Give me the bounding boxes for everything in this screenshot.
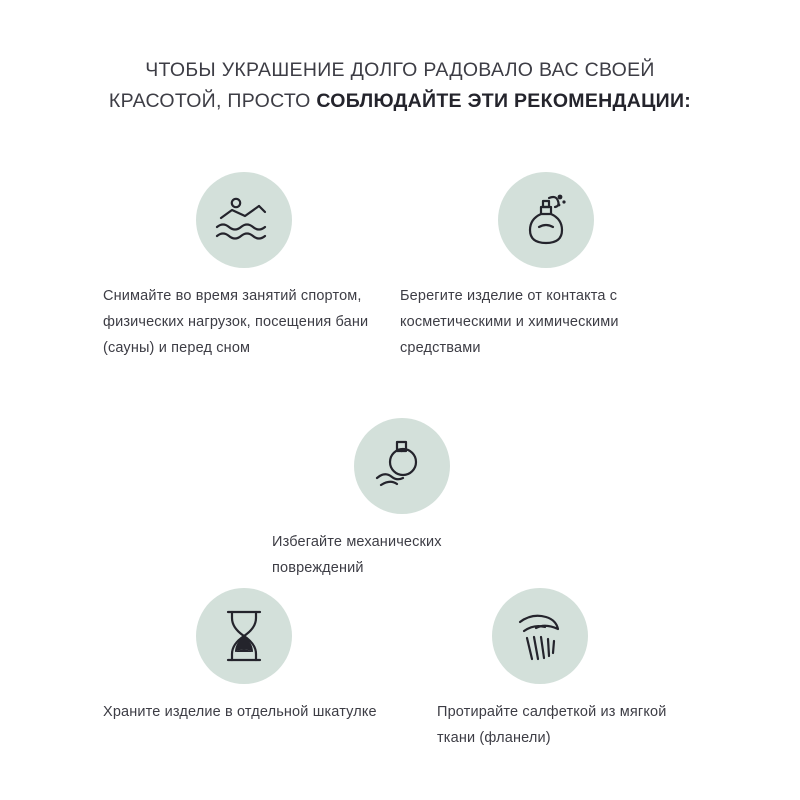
tip-sport-text: Снимайте во время занятий спортом, физических нагрузок, посещения бани (сауны) и перед сном	[103, 288, 369, 356]
tip-mechanical-text: Избегайте механических повреждений	[272, 534, 442, 576]
jewelry-box-icon	[222, 608, 266, 664]
polishing-cloth-icon	[514, 609, 566, 663]
tip-mechanical-badge	[354, 418, 450, 514]
tip-storage-text: Храните изделие в отдельной шкатулке	[103, 704, 377, 720]
ring-scratch-icon	[373, 440, 431, 492]
tip-chemicals	[400, 172, 685, 361]
swimmer-waves-icon	[215, 194, 273, 246]
perfume-bottle-icon	[521, 191, 571, 249]
tip-storage-badge	[196, 588, 292, 684]
page-title	[70, 55, 730, 117]
tip-chemicals-badge	[498, 172, 594, 268]
tip-sport-badge	[196, 172, 292, 268]
tip-wipe-badge	[492, 588, 588, 684]
tip-storage	[103, 588, 383, 725]
headline-line-2-bold: СОБЛЮДАЙТЕ ЭТИ РЕКОМЕНДАЦИИ:	[316, 90, 692, 112]
headline-line-2-normal: КРАСОТОЙ, ПРОСТО	[108, 90, 317, 112]
tip-wipe-text: Протирайте салфеткой из мягкой ткани (фланели)	[437, 704, 667, 746]
tip-wipe	[437, 588, 697, 751]
tip-sport	[103, 172, 373, 361]
tip-chemicals-text: Берегите изделие от контакта с косметическими и химическими средствами	[400, 288, 619, 356]
tip-mechanical	[272, 418, 532, 581]
headline-line-1: ЧТОБЫ УКРАШЕНИЕ ДОЛГО РАДОВАЛО ВАС СВОЕЙ	[145, 59, 655, 81]
